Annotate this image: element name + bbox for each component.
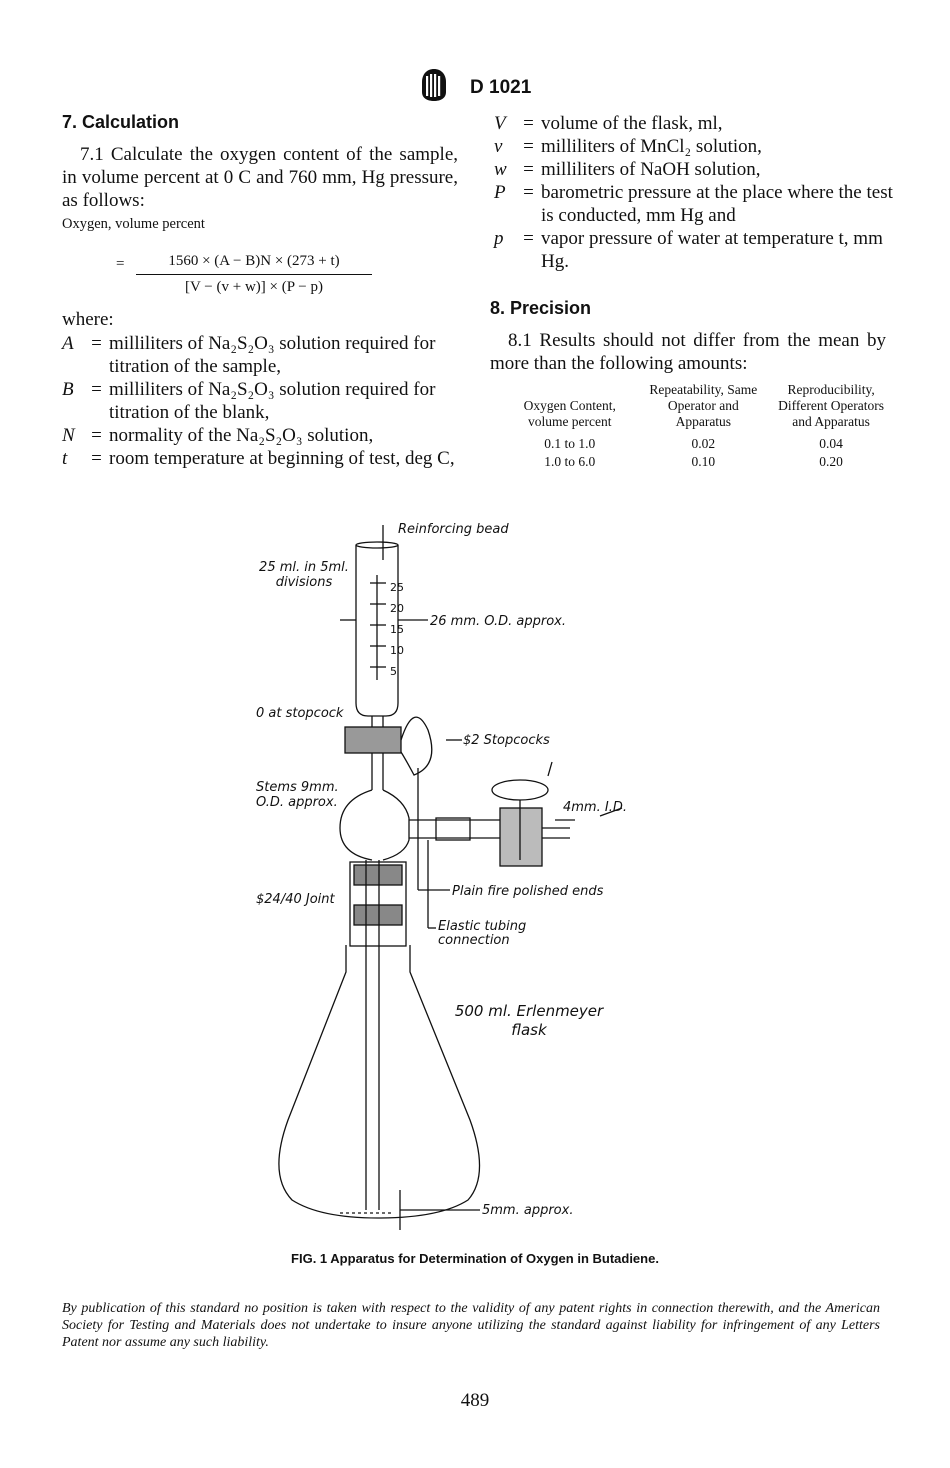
formula-label: Oxygen, volume percent [62, 216, 205, 232]
label-joint: $24/40 Joint [256, 892, 335, 907]
table-row: 1.0 to 6.0 0.10 0.20 [544, 454, 843, 469]
definition-a: A = milliliters of Na₂S₂O₃ solution required for titration of the sample, [62, 333, 436, 377]
definition-v: v = milliliters of MnCl₂ solution, [494, 136, 762, 157]
label-elastic-tubing: Elastic tubing connection [438, 919, 527, 948]
label-zero-stopcock: 0 at stopcock [256, 706, 344, 721]
definition-n: N = normality of the Na₂S₂O₃ solution, [62, 425, 374, 446]
formula-numerator: 1560 × (A − B)N × (273 + t) [136, 253, 372, 275]
definition-w: w = milliliters of NaOH solution, [494, 159, 761, 180]
label-divisions: 25 ml. in 5ml. divisions [259, 560, 349, 590]
label-4mm-id: 4mm. I.D. [563, 800, 627, 815]
where-label: where: [62, 309, 114, 330]
definition-V: V = volume of the flask, ml, [494, 113, 723, 134]
footnote: By publication of this standard no position is taken with respect to the validity of any patent rights in connection therewith, and the American Society for Testing and Materials does not undertake to insure anyone utilizing the standard against liability for infringement of any Letters Patent nor assume any such liability. [62, 1301, 880, 1350]
label-26mm-od: 26 mm. O.D. approx. [430, 614, 566, 629]
label-reinforcing-bead: Reinforcing bead [398, 522, 509, 537]
equals-sign: = [116, 256, 125, 272]
label-stems: Stems 9mm. O.D. approx. [256, 780, 339, 810]
definition-p: p = vapor pressure of water at temperature t, mm Hg. [494, 228, 883, 272]
scale-labels: 25 20 15 10 5 [390, 581, 404, 678]
label-plain-ends: Plain fire polished ends [452, 884, 604, 899]
table-header-reproducibility: Reproducibility, Different Operators and Apparatus [778, 382, 885, 429]
section-8-heading: 8. Precision [490, 298, 592, 318]
table-row: 0.1 to 1.0 0.02 0.04 [544, 436, 843, 451]
formula-denominator: [V − (v + w)] × (P − p) [185, 279, 323, 295]
page-number: 489 [460, 1390, 490, 1411]
definition-P: P = barometric pressure at the place where the test is conducted, mm Hg and [494, 182, 893, 226]
section-8-1-paragraph: 8.1 Results should not differ from the mean by more than the following amounts: [490, 330, 886, 374]
section-7-1-paragraph: 7.1 Calculate the oxygen content of the sample, in volume percent at 0 C and 760 mm, Hg pressure, as follows: [62, 144, 458, 211]
table-header-oxygen: Oxygen Content, volume percent [523, 398, 616, 429]
figure-caption: FIG. 1 Apparatus for Determination of Oxygen in Butadiene. [291, 1251, 659, 1266]
table-header-repeatability: Repeatability, Same Operator and Apparatus [649, 382, 758, 429]
section-7-heading: 7. Calculation [62, 112, 180, 132]
definition-b: B = milliliters of Na₂S₂O₃ solution required for titration of the blank, [62, 379, 436, 423]
label-5mm: 5mm. approx. [482, 1203, 574, 1218]
definition-t: t = room temperature at beginning of test, deg C, [62, 448, 455, 469]
label-flask: 500 ml. Erlenmeyer flask [454, 1002, 604, 1039]
designation: D 1021 [470, 77, 532, 99]
label-stopcocks: $2 Stopcocks [463, 733, 550, 748]
